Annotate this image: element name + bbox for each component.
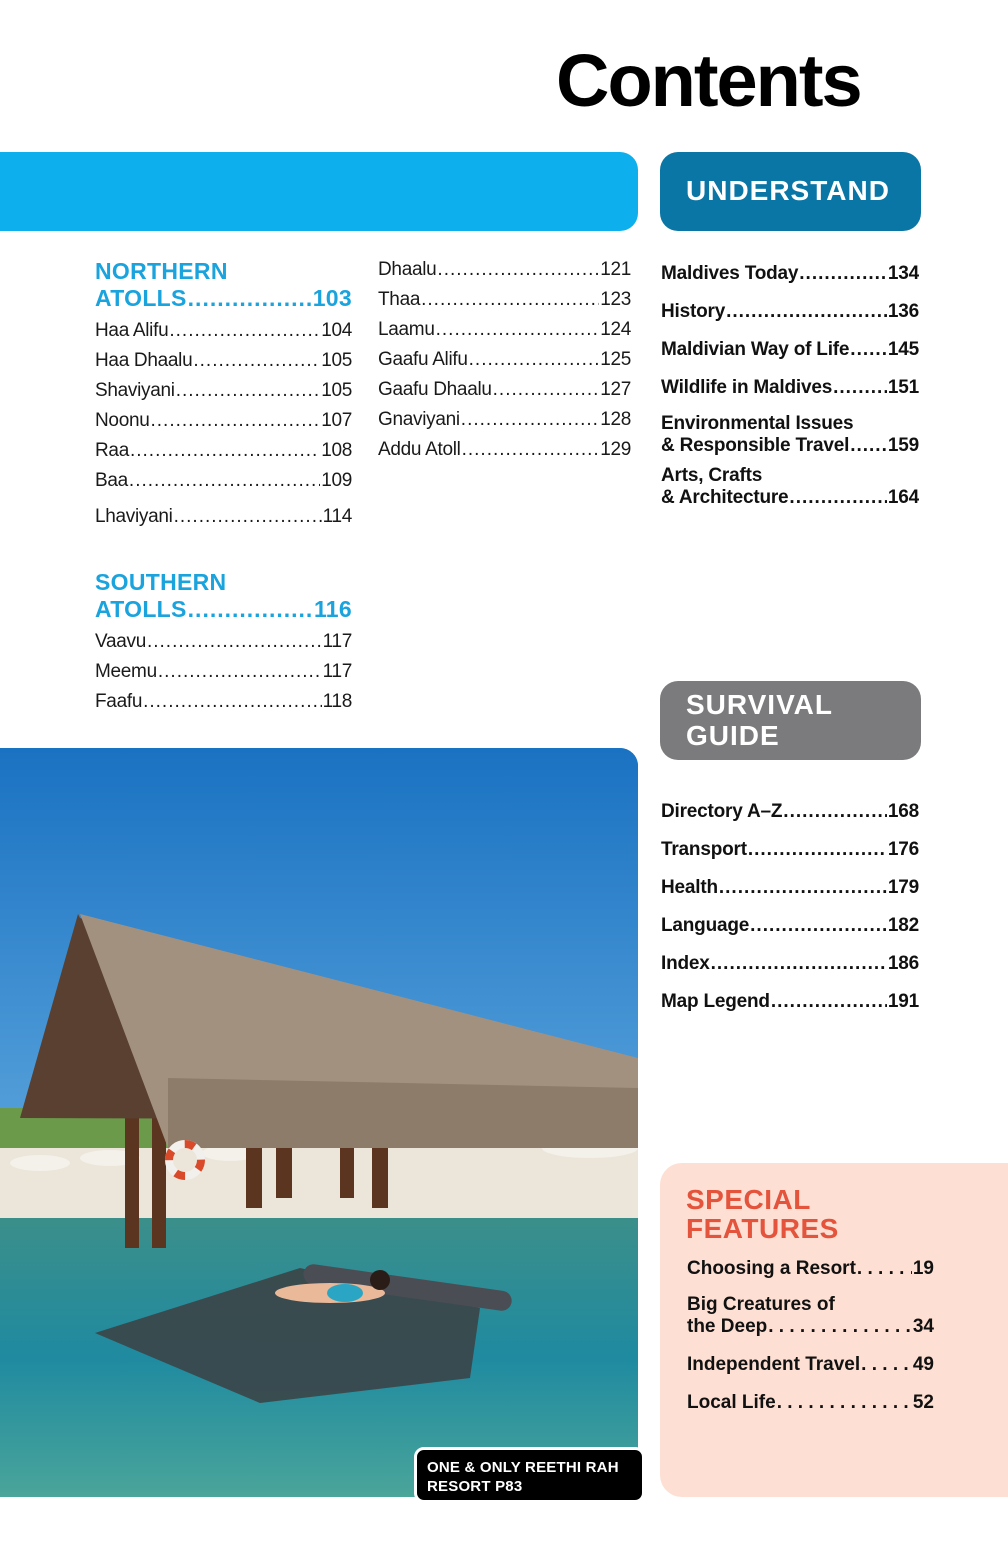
entry-page: 191 <box>887 991 919 1012</box>
entry-page: 114 <box>322 506 352 527</box>
entry-label-line1: Big Creatures of <box>687 1294 835 1315</box>
entry-page: 107 <box>321 410 352 431</box>
toc-entry-independent-travel[interactable] <box>687 1346 934 1384</box>
toc-entry-big-creatures-of-the-deep[interactable] <box>687 1294 934 1338</box>
entry-label: Gnaviyani <box>378 409 460 430</box>
entry-label-line2: & Architecture <box>661 487 789 508</box>
entry-page: 52 <box>912 1392 934 1413</box>
entry-page: 19 <box>912 1258 934 1279</box>
entry-page: 121 <box>600 259 631 280</box>
special-features-list <box>687 1250 934 1422</box>
dot-leader <box>147 627 322 657</box>
southern-heading-line2: ATOLLS <box>95 596 187 622</box>
toc-entry-meemu[interactable] <box>95 657 352 687</box>
dot-leader <box>850 435 887 457</box>
entry-label: Independent Travel <box>687 1354 861 1375</box>
toc-entry-environmental-issues[interactable] <box>661 413 919 457</box>
toc-entry-baa[interactable] <box>95 466 352 496</box>
southern-heading-line1: SOUTHERN <box>95 569 227 595</box>
entry-label: Wildlife in Maldives <box>661 377 833 398</box>
toc-entry-gaafu-alifu[interactable] <box>378 345 631 375</box>
entry-page: 176 <box>887 839 919 860</box>
northern-atolls-heading[interactable] <box>95 258 352 312</box>
entry-page: 34 <box>912 1316 934 1337</box>
dot-leader <box>768 1316 912 1338</box>
toc-entry-shaviyani[interactable] <box>95 376 352 406</box>
dot-leader <box>143 687 322 717</box>
toc-entry-lhaviyani[interactable] <box>95 502 352 532</box>
toc-entry-map-legend[interactable] <box>661 983 919 1021</box>
entry-page: 49 <box>912 1354 934 1375</box>
dot-leader <box>461 405 599 435</box>
regions-header-bar <box>0 152 638 231</box>
toc-entry-haa-alifu[interactable] <box>95 316 352 346</box>
toc-entry-maldives-today[interactable] <box>661 255 919 293</box>
dot-leader <box>169 316 320 346</box>
dot-leader <box>436 315 600 345</box>
entry-label: Transport <box>661 839 747 860</box>
entry-page: 108 <box>321 440 352 461</box>
understand-list <box>661 255 919 517</box>
entry-label: Gaafu Dhaalu <box>378 379 492 400</box>
special-features-heading <box>686 1185 839 1243</box>
entry-page: 127 <box>600 379 631 400</box>
special-heading-line1: SPECIAL <box>686 1184 811 1215</box>
entry-label: Dhaalu <box>378 259 437 280</box>
entry-label: Map Legend <box>661 991 770 1012</box>
entry-label: Language <box>661 915 750 936</box>
entry-page: 118 <box>322 691 352 712</box>
dot-leader <box>130 436 320 466</box>
southern-page-number: 116 <box>313 596 352 622</box>
northern-heading-line2: ATOLLS <box>95 285 187 311</box>
entry-label: Maldivian Way of Life <box>661 339 850 360</box>
dot-leader <box>188 596 313 623</box>
entry-page: 168 <box>887 801 919 822</box>
toc-entry-choosing-a-resort[interactable] <box>687 1250 934 1288</box>
entry-page: 123 <box>600 289 631 310</box>
toc-entry-dhaalu[interactable] <box>378 255 631 285</box>
toc-entry-history[interactable] <box>661 293 919 331</box>
survival-heading-line2: GUIDE <box>686 719 780 751</box>
entry-page: 159 <box>887 435 919 456</box>
special-heading-line2: FEATURES <box>686 1213 839 1244</box>
entry-label: Raa <box>95 440 129 461</box>
dot-leader <box>193 346 320 376</box>
toc-entry-transport[interactable] <box>661 831 919 869</box>
dot-leader <box>789 487 886 509</box>
southern-atolls-continued-list <box>378 255 631 465</box>
dot-leader <box>437 255 599 285</box>
dot-leader <box>861 1346 912 1384</box>
entry-label: Laamu <box>378 319 435 340</box>
entry-label-line1: Environmental Issues <box>661 413 854 434</box>
entry-page: 186 <box>887 953 919 974</box>
toc-entry-addu-atoll[interactable] <box>378 435 631 465</box>
entry-page: 134 <box>887 263 919 284</box>
dot-leader <box>750 907 887 945</box>
toc-entry-raa[interactable] <box>95 436 352 466</box>
entry-page: 124 <box>600 319 631 340</box>
toc-entry-language[interactable] <box>661 907 919 945</box>
entry-label: Addu Atoll <box>378 439 461 460</box>
entry-label: Meemu <box>95 661 157 682</box>
entry-label-line2: & Responsible Travel <box>661 435 850 456</box>
southern-atolls-heading[interactable] <box>95 569 352 623</box>
entry-page: 105 <box>321 350 352 371</box>
entry-page: 136 <box>887 301 919 322</box>
entry-page: 109 <box>321 470 352 491</box>
entry-label: Local Life <box>687 1392 776 1413</box>
toc-entry-vaavu[interactable] <box>95 627 352 657</box>
toc-entry-thaa[interactable] <box>378 285 631 315</box>
entry-page: 117 <box>322 631 352 652</box>
understand-heading: UNDERSTAND <box>686 175 890 207</box>
toc-entry-noonu[interactable] <box>95 406 352 436</box>
photo-caption <box>414 1447 645 1503</box>
entry-label: Vaavu <box>95 631 146 652</box>
southern-atolls-list <box>95 569 352 717</box>
toc-entry-laamu[interactable] <box>378 315 631 345</box>
entry-label: Baa <box>95 470 128 491</box>
entry-label: Haa Alifu <box>95 320 169 341</box>
dot-leader <box>771 983 887 1021</box>
dot-leader <box>469 345 600 375</box>
dot-leader <box>850 331 887 369</box>
entry-label: Gaafu Alifu <box>378 349 468 370</box>
dot-leader <box>799 255 887 293</box>
toc-entry-gnaviyani[interactable] <box>378 405 631 435</box>
entry-page: 145 <box>887 339 919 360</box>
entry-label-line1: Arts, Crafts <box>661 465 763 486</box>
entry-label: Lhaviyani <box>95 506 173 527</box>
entry-page: 117 <box>322 661 352 682</box>
northern-page-number: 103 <box>312 285 352 311</box>
toc-entry-arts-crafts-architecture[interactable] <box>661 465 919 509</box>
entry-page: 151 <box>887 377 919 398</box>
dot-leader <box>462 435 600 465</box>
page-title: Contents <box>556 39 861 122</box>
entry-label: Haa Dhaalu <box>95 350 193 371</box>
dot-leader <box>493 375 600 405</box>
entry-page: 104 <box>321 320 352 341</box>
dot-leader <box>421 285 599 315</box>
entry-label: History <box>661 301 726 322</box>
entry-page: 125 <box>600 349 631 370</box>
toc-entry-faafu[interactable] <box>95 687 352 717</box>
survival-guide-section-tab[interactable] <box>660 681 921 760</box>
dot-leader <box>726 293 887 331</box>
survival-heading-line1: SURVIVAL <box>686 689 833 721</box>
entry-page: 179 <box>887 877 919 898</box>
northern-atolls-list <box>95 258 352 532</box>
survival-guide-list <box>661 793 919 1021</box>
dot-leader <box>174 502 322 532</box>
entry-label: Maldives Today <box>661 263 799 284</box>
entry-label: Choosing a Resort <box>687 1258 856 1279</box>
entry-page: 128 <box>600 409 631 430</box>
entry-label: Noonu <box>95 410 150 431</box>
dot-leader <box>188 285 312 312</box>
dot-leader <box>857 1250 912 1288</box>
entry-page: 105 <box>321 380 352 401</box>
entry-label: Shaviyani <box>95 380 175 401</box>
entry-page: 182 <box>887 915 919 936</box>
dot-leader <box>833 369 887 407</box>
resort-photo <box>0 748 638 1497</box>
entry-label: Directory A–Z <box>661 801 783 822</box>
toc-entry-wildlife-in-maldives[interactable] <box>661 369 919 407</box>
toc-entry-health[interactable] <box>661 869 919 907</box>
entry-label: Index <box>661 953 710 974</box>
northern-heading-line1: NORTHERN <box>95 258 228 284</box>
dot-leader <box>748 831 887 869</box>
dot-leader <box>176 376 321 406</box>
toc-entry-index[interactable] <box>661 945 919 983</box>
toc-entry-gaafu-dhaalu[interactable] <box>378 375 631 405</box>
caption-line2: RESORT P83 <box>427 1478 523 1495</box>
entry-page: 129 <box>600 439 631 460</box>
dot-leader <box>711 945 887 983</box>
understand-section-tab[interactable] <box>660 152 921 231</box>
toc-entry-local-life[interactable] <box>687 1384 934 1422</box>
dot-leader <box>158 657 322 687</box>
entry-label-line2: the Deep <box>687 1316 768 1337</box>
dot-leader <box>777 1384 912 1422</box>
entry-label: Faafu <box>95 691 143 712</box>
dot-leader <box>129 466 320 496</box>
dot-leader <box>151 406 321 436</box>
toc-entry-maldivian-way-of-life[interactable] <box>661 331 919 369</box>
entry-label: Thaa <box>378 289 421 310</box>
toc-entry-haa-dhaalu[interactable] <box>95 346 352 376</box>
entry-label: Health <box>661 877 718 898</box>
resort-photo-illustration <box>0 748 638 1497</box>
dot-leader <box>783 793 887 831</box>
caption-line1: ONE & ONLY REETHI RAH <box>427 1459 619 1476</box>
entry-page: 164 <box>887 487 919 508</box>
dot-leader <box>719 869 887 907</box>
toc-entry-directory-a-z[interactable] <box>661 793 919 831</box>
